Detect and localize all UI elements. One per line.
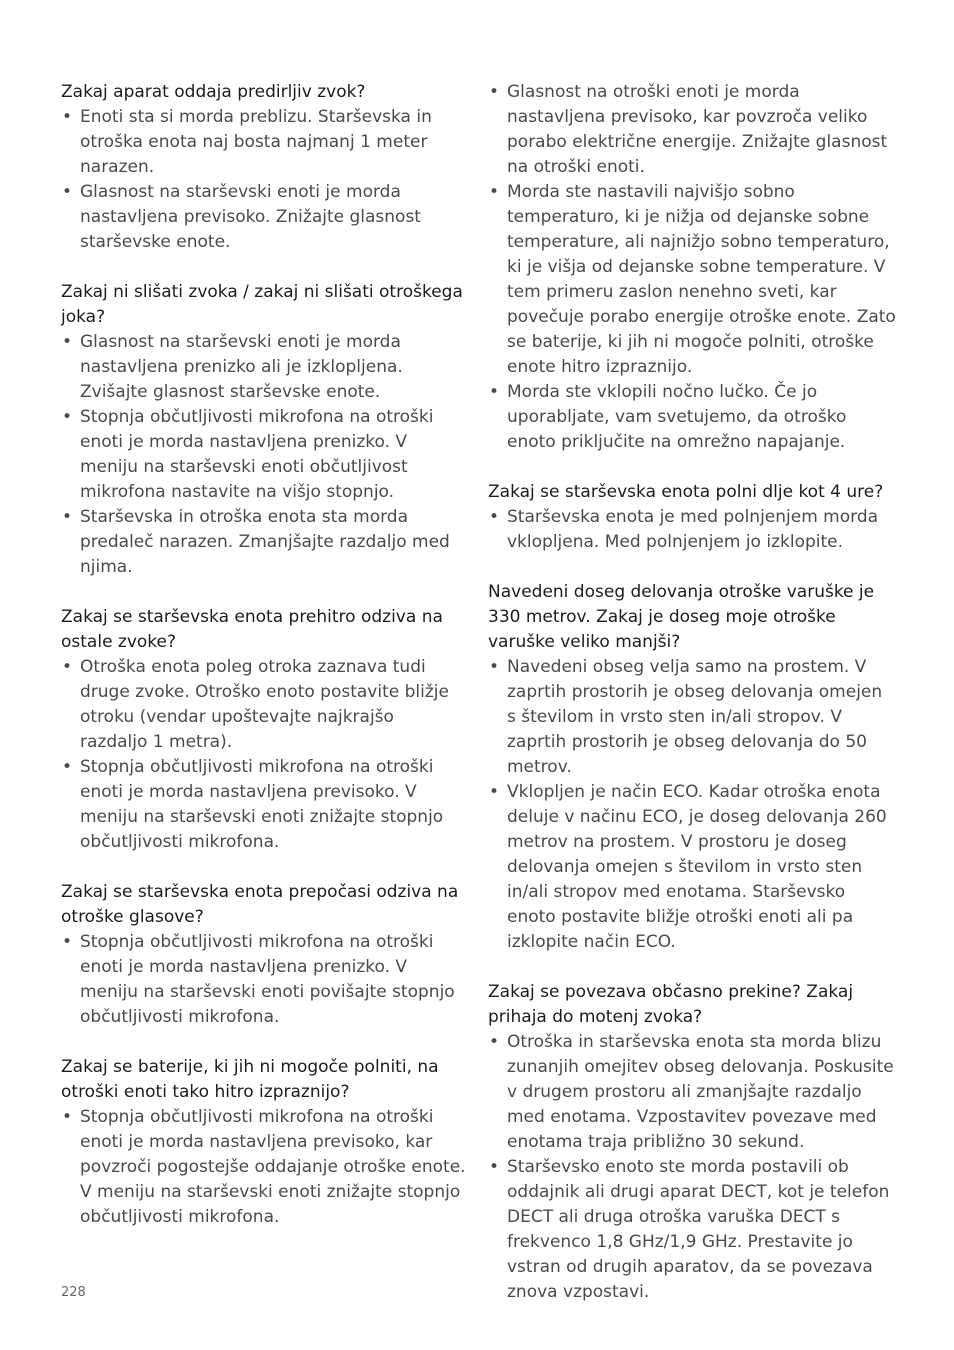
faq-question: Zakaj se starševska enota polni dlje kot 4 ure? bbox=[488, 482, 884, 502]
faq-section bbox=[61, 280, 466, 580]
answer-list bbox=[488, 655, 896, 955]
answer-item: • Otroška enota poleg otroka zaznava tudi druge zvoke. Otroško enoto postavite bližje otroku (vendar upoštevajte najkrajšo razdaljo 1 metra). bbox=[61, 655, 466, 755]
faq-question: Zakaj ni slišati zvoka / zakaj ni slišati otroškega joka? bbox=[61, 282, 463, 327]
faq-question: Zakaj aparat oddaja predirljiv zvok? bbox=[61, 82, 366, 102]
answer-item: • Stopnja občutljivosti mikrofona na otroški enoti je morda nastavljena prenizko. V meniju na starševski enoti občutljivost mikrofona nastavite na višjo stopnjo. bbox=[61, 405, 466, 505]
answer-list bbox=[61, 1105, 466, 1230]
faq-section bbox=[61, 1055, 466, 1230]
left-column bbox=[61, 80, 466, 1255]
answer-item: • Stopnja občutljivosti mikrofona na otroški enoti je morda nastavljena previsoko. V meniju na starševski enoti znižajte stopnjo občutljivosti mikrofona. bbox=[61, 755, 466, 855]
answer-list bbox=[488, 1030, 896, 1305]
answer-list bbox=[61, 105, 466, 255]
answer-item: • Stopnja občutljivosti mikrofona na otroški enoti je morda nastavljena prenizko. V meniju na starševski enoti povišajte stopnjo občutljivosti mikrofona. bbox=[61, 930, 466, 1030]
answer-item: • Vklopljen je način ECO. Kadar otroška enota deluje v načinu ECO, je doseg delovanja 260 metrov na prostem. V prostoru je doseg delovanja omejen s številom in vrsto sten in/ali stropov med enotama. Starševsko enoto postavite bližje otroški enoti ali pa izklopite način ECO. bbox=[488, 780, 896, 955]
faq-question: Zakaj se starševska enota prepočasi odziva na otroške glasove? bbox=[61, 882, 459, 927]
answer-item: • Otroška in starševska enota sta morda blizu zunanjih omejitev obseg delovanja. Poskusite v drugem prostoru ali zmanjšajte razdaljo med enotama. Vzpostavitev povezave med enotama traja približno 30 sekund. bbox=[488, 1030, 896, 1155]
answer-item: • Navedeni obseg velja samo na prostem. V zaprtih prostorih je obseg delovanja omejen s številom in vrsto sten in/ali stropov. V zaprtih prostorih je obseg delovanja do 50 metrov. bbox=[488, 655, 896, 780]
answer-item: • Morda ste nastavili najvišjo sobno temperaturo, ki je nižja od dejanske sobne temperature, ali najnižjo sobno temperaturo, ki je višja od dejanske sobne temperature. V tem primeru zaslon nenehno sveti, kar povečuje porabo energije otroške enote. Zato se baterije, ki jih ni mogoče polniti, otroške enote hitro izpraznijo. bbox=[488, 180, 896, 380]
answer-item: • Glasnost na otroški enoti je morda nastavljena previsoko, kar povzroča veliko porabo električne energije. Znižajte glasnost na otroški enoti. bbox=[488, 80, 896, 180]
faq-section bbox=[488, 480, 896, 555]
page-number: 228 bbox=[61, 1285, 86, 1300]
faq-section bbox=[488, 580, 896, 955]
answer-item: • Glasnost na starševski enoti je morda nastavljena previsoko. Znižajte glasnost starševske enote. bbox=[61, 180, 466, 255]
answer-item: • Stopnja občutljivosti mikrofona na otroški enoti je morda nastavljena previsoko, kar povzroči pogostejše oddajanje otroške enote. V meniju na starševski enoti znižajte stopnjo občutljivosti mikrofona. bbox=[61, 1105, 466, 1230]
answer-item: • Glasnost na starševski enoti je morda nastavljena prenizko ali je izklopljena. Zvišajte glasnost starševske enote. bbox=[61, 330, 466, 405]
faq-question: Navedeni doseg delovanja otroške varuške je 330 metrov. Zakaj je doseg moje otroške varuške veliko manjši? bbox=[488, 582, 875, 652]
answer-list bbox=[61, 930, 466, 1030]
answer-list bbox=[61, 330, 466, 580]
answer-item: • Starševska enota je med polnjenjem morda vklopljena. Med polnjenjem jo izklopite. bbox=[488, 505, 896, 555]
answer-item: • Starševska in otroška enota sta morda predaleč narazen. Zmanjšajte razdaljo med njima. bbox=[61, 505, 466, 580]
faq-section bbox=[61, 80, 466, 255]
answer-list bbox=[488, 505, 896, 555]
right-column bbox=[488, 80, 896, 1330]
faq-question: Zakaj se povezava občasno prekine? Zakaj prihaja do motenj zvoka? bbox=[488, 982, 854, 1027]
answer-item: • Enoti sta si morda preblizu. Starševska in otroška enota naj bosta najmanj 1 meter narazen. bbox=[61, 105, 466, 180]
answer-item: • Morda ste vklopili nočno lučko. Če jo uporabljate, vam svetujemo, da otroško enoto priključite na omrežno napajanje. bbox=[488, 380, 896, 455]
faq-question: Zakaj se baterije, ki jih ni mogoče polniti, na otroški enoti tako hitro izpraznijo? bbox=[61, 1057, 439, 1102]
faq-section bbox=[488, 980, 896, 1305]
faq-question: Zakaj se starševska enota prehitro odziva na ostale zvoke? bbox=[61, 607, 443, 652]
faq-section bbox=[61, 605, 466, 855]
answer-item: • Starševsko enoto ste morda postavili ob oddajnik ali drugi aparat DECT, kot je telefon DECT ali druga otroška varuška DECT s frekvenco 1,8 GHz/1,9 GHz. Prestavite jo vstran od drugih aparatov, da se povezava znova vzpostavi. bbox=[488, 1155, 896, 1305]
answer-list bbox=[61, 655, 466, 855]
faq-section bbox=[61, 880, 466, 1030]
faq-section bbox=[488, 80, 896, 455]
answer-list bbox=[488, 80, 896, 455]
